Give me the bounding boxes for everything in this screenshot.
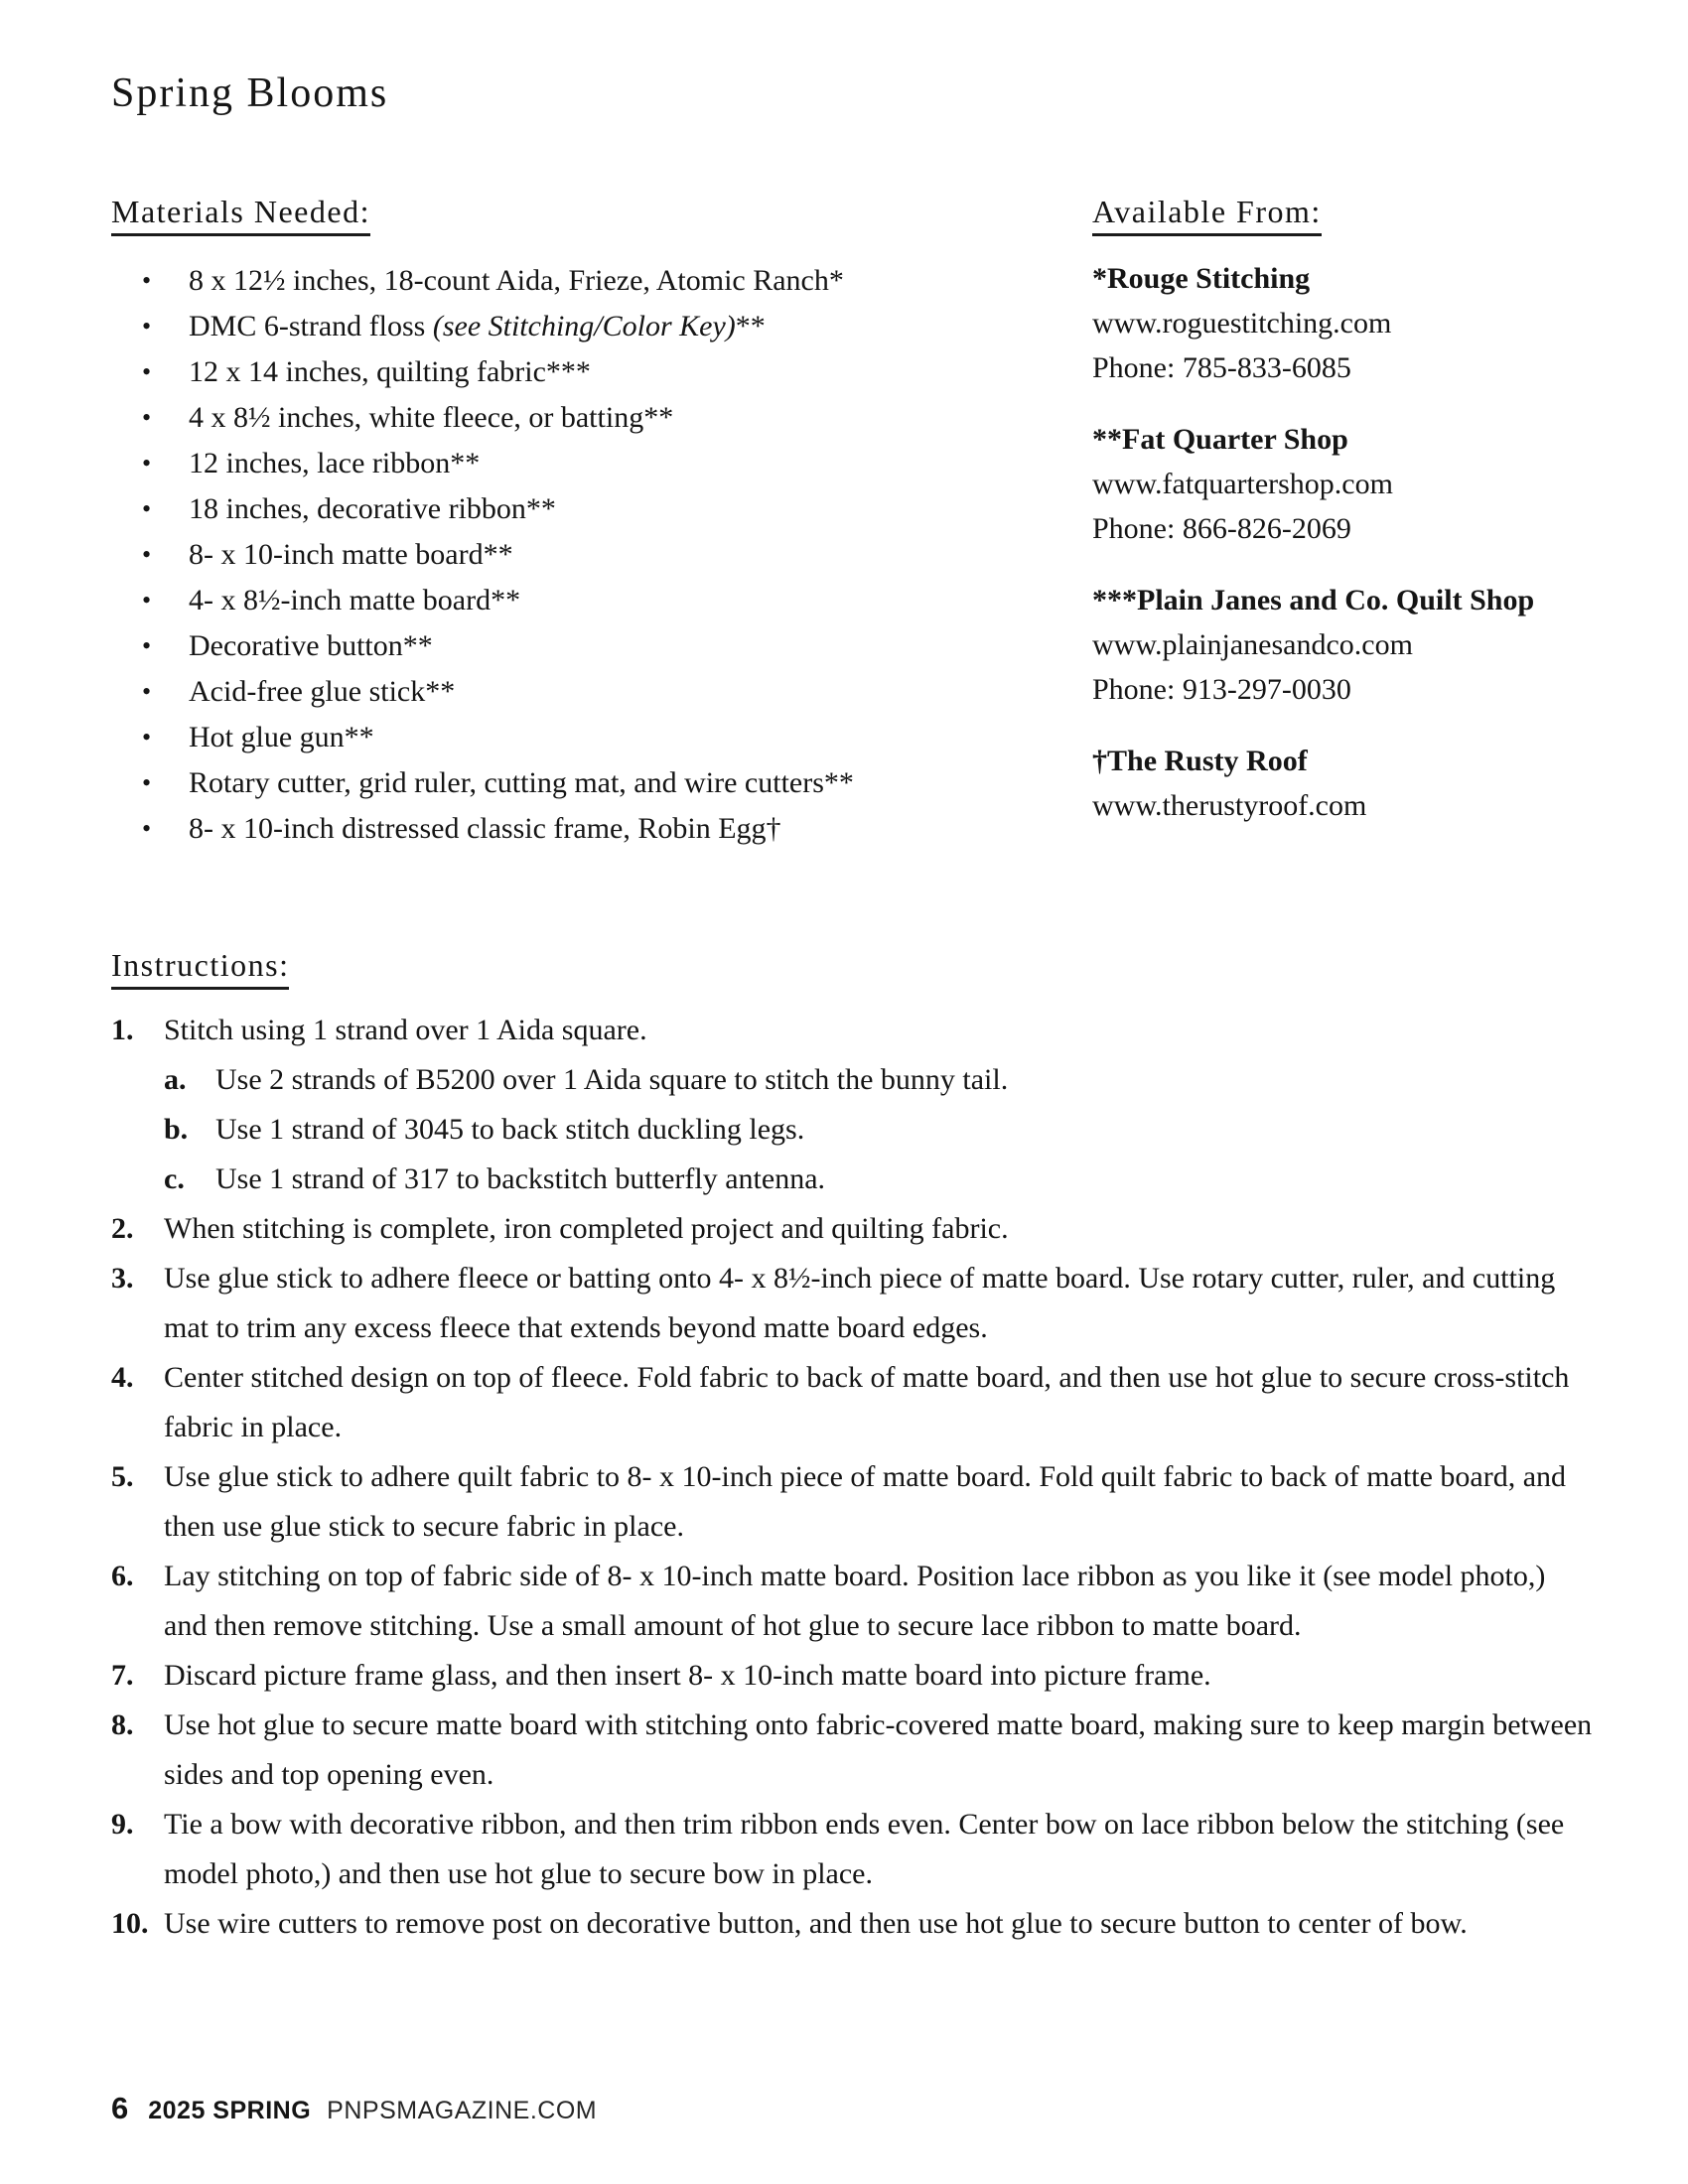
material-text-segment: Decorative button**: [189, 629, 433, 662]
material-item: [111, 623, 1092, 669]
vendor-name: †The Rusty Roof: [1092, 745, 1308, 777]
two-column-section: [111, 193, 1632, 855]
bullet-icon: •: [142, 631, 152, 660]
vendor-name: *Rouge Stitching: [1092, 262, 1311, 295]
step-text: Use hot glue to secure matte board with stitching onto fabric-covered matte board, making sure to keep margin between sides and top opening even.: [164, 1708, 1593, 1791]
material-text: [189, 623, 433, 669]
material-text-segment: 12 inches, lace ribbon**: [189, 447, 481, 479]
step-item: [111, 1204, 1593, 1254]
vendor-line: Phone: 866-826-2069: [1092, 512, 1351, 545]
step-item: [111, 1800, 1593, 1899]
material-text-segment: 12 x 14 inches, quilting fabric***: [189, 355, 591, 388]
material-text-segment: **: [735, 310, 766, 342]
vendors-heading: Available From:: [1092, 193, 1322, 236]
material-text-segment: 8 x 12½ inches, 18-count Aida, Frieze, Atomic Ranch*: [189, 264, 844, 297]
bullet-icon: •: [142, 814, 152, 843]
step-number: 4.: [111, 1361, 134, 1394]
material-item: [111, 715, 1092, 760]
step-number: 3.: [111, 1262, 134, 1295]
bullet-icon: •: [142, 677, 152, 706]
step-item: [111, 1552, 1593, 1651]
step-item: [111, 1254, 1593, 1353]
vendor-line: Phone: 785-833-6085: [1092, 351, 1351, 384]
bullet-icon: •: [142, 403, 152, 432]
step-text: Lay stitching on top of fabric side of 8- x 10-inch matte board. Position lace ribbon as you like it (see model photo,) and then remove stitching. Use a small amount of hot glue to secure lace ribbon to matte board.: [164, 1560, 1546, 1642]
step-text: Use glue stick to adhere fleece or batting onto 4- x 8½-inch piece of matte board. Use rotary cutter, ruler, and cutting mat to trim any excess fleece that extends beyond matte board edges.: [164, 1262, 1556, 1344]
vendor-line: Phone: 913-297-0030: [1092, 673, 1351, 706]
page-footer: [111, 2091, 597, 2126]
materials-heading: Materials Needed:: [111, 193, 370, 236]
substep-text: Use 2 strands of B5200 over 1 Aida square to stitch the bunny tail.: [215, 1063, 1009, 1096]
bullet-icon: •: [142, 266, 152, 295]
vendor-name: **Fat Quarter Shop: [1092, 423, 1348, 456]
page-number: 6: [111, 2091, 129, 2125]
step-number: 8.: [111, 1708, 134, 1741]
material-text: [189, 760, 854, 806]
step-text: When stitching is complete, iron completed project and quilting fabric.: [164, 1212, 1009, 1245]
step-number: 2.: [111, 1212, 134, 1245]
material-item: [111, 349, 1092, 395]
material-text: [189, 258, 844, 304]
step-item: [111, 1006, 1593, 1204]
step-number: 6.: [111, 1560, 134, 1592]
step-item: [111, 1353, 1593, 1452]
vendor-group: [1092, 739, 1632, 828]
vendor-name: ***Plain Janes and Co. Quilt Shop: [1092, 584, 1535, 616]
material-item: [111, 258, 1092, 304]
step-item: [111, 1651, 1593, 1701]
vendor-group: [1092, 578, 1632, 712]
bullet-icon: •: [142, 357, 152, 386]
material-item: [111, 441, 1092, 486]
material-item: [111, 395, 1092, 441]
material-item: [111, 669, 1092, 715]
materials-section: [111, 193, 1092, 855]
steps-list: [111, 1006, 1593, 1949]
step-item: [111, 1452, 1593, 1552]
vendor-line: www.therustyroof.com: [1092, 789, 1367, 822]
material-text: [189, 532, 513, 578]
step-text: Tie a bow with decorative ribbon, and then trim ribbon ends even. Center bow on lace ribbon below the stitching (see model photo,) and then use hot glue to secure bow in place.: [164, 1808, 1565, 1890]
materials-list: [111, 258, 1092, 852]
vendors-list: [1092, 256, 1632, 828]
instructions-heading: Instructions:: [111, 946, 289, 990]
vendor-line: www.roguestitching.com: [1092, 307, 1392, 340]
material-text-segment: Rotary cutter, grid ruler, cutting mat, and wire cutters**: [189, 766, 854, 799]
material-text-segment: 18 inches, decorative ribbon**: [189, 492, 556, 525]
substep-text: Use 1 strand of 3045 to back stitch duckling legs.: [215, 1113, 805, 1146]
material-item: [111, 806, 1092, 852]
page-title: Spring Blooms: [111, 70, 389, 116]
issue-label: 2025 SPRING: [148, 2097, 312, 2124]
material-item: [111, 760, 1092, 806]
step-number: 10.: [111, 1907, 149, 1940]
material-text: [189, 669, 455, 715]
step-item: [111, 1701, 1593, 1800]
substeps-list: [164, 1055, 1593, 1204]
substep-text: Use 1 strand of 317 to backstitch butterfly antenna.: [215, 1162, 826, 1195]
material-text: [189, 349, 591, 395]
bullet-icon: •: [142, 768, 152, 797]
vendors-section: [1092, 193, 1632, 855]
material-text: [189, 715, 374, 760]
material-text: [189, 304, 766, 349]
material-text: [189, 806, 781, 852]
step-text: Stitch using 1 strand over 1 Aida square.: [164, 1014, 647, 1046]
step-number: 9.: [111, 1808, 134, 1841]
material-text-segment: 4 x 8½ inches, white fleece, or batting**: [189, 401, 674, 434]
material-text: [189, 441, 480, 486]
vendor-line: www.plainjanesandco.com: [1092, 628, 1413, 661]
material-text-segment: 4- x 8½-inch matte board**: [189, 584, 521, 616]
substep-item: [164, 1155, 1593, 1204]
material-item: [111, 486, 1092, 532]
bullet-icon: •: [142, 586, 152, 614]
bullet-icon: •: [142, 723, 152, 751]
site-label: PNPSMAGAZINE.COM: [327, 2097, 598, 2124]
substep-letter: c.: [164, 1162, 185, 1195]
step-item: [111, 1899, 1593, 1949]
bullet-icon: •: [142, 494, 152, 523]
step-text: Use glue stick to adhere quilt fabric to 8- x 10-inch piece of matte board. Fold quilt fabric to back of matte board, and then use glue stick to secure fabric in place.: [164, 1460, 1567, 1543]
material-text-segment: 8- x 10-inch distressed classic frame, Robin Egg†: [189, 812, 781, 845]
step-number: 5.: [111, 1460, 134, 1493]
step-text: Center stitched design on top of fleece. Fold fabric to back of matte board, and then use hot glue to secure cross-stitch fabric in place.: [164, 1361, 1570, 1443]
step-number: 7.: [111, 1659, 134, 1692]
substep-item: [164, 1055, 1593, 1105]
step-text: Discard picture frame glass, and then insert 8- x 10-inch matte board into picture frame.: [164, 1659, 1211, 1692]
material-item: [111, 532, 1092, 578]
vendor-group: [1092, 256, 1632, 390]
material-text: [189, 395, 673, 441]
material-text-segment: Hot glue gun**: [189, 721, 374, 753]
material-text: [189, 578, 520, 623]
material-text-segment: 8- x 10-inch matte board**: [189, 538, 513, 571]
material-item: [111, 304, 1092, 349]
substep-letter: a.: [164, 1063, 187, 1096]
substep-item: [164, 1105, 1593, 1155]
material-text: [189, 486, 556, 532]
vendor-group: [1092, 417, 1632, 551]
substep-letter: b.: [164, 1113, 189, 1146]
material-text-segment: (see Stitching/Color Key): [432, 310, 736, 342]
bullet-icon: •: [142, 449, 152, 478]
material-text-segment: DMC 6-strand floss: [189, 310, 433, 342]
bullet-icon: •: [142, 540, 152, 569]
material-item: [111, 578, 1092, 623]
vendor-line: www.fatquartershop.com: [1092, 468, 1393, 500]
bullet-icon: •: [142, 312, 152, 341]
instructions-section: [111, 946, 1632, 1949]
step-text: Use wire cutters to remove post on decorative button, and then use hot glue to secure button to center of bow.: [164, 1907, 1468, 1940]
step-number: 1.: [111, 1014, 134, 1046]
material-text-segment: Acid-free glue stick**: [189, 675, 456, 708]
